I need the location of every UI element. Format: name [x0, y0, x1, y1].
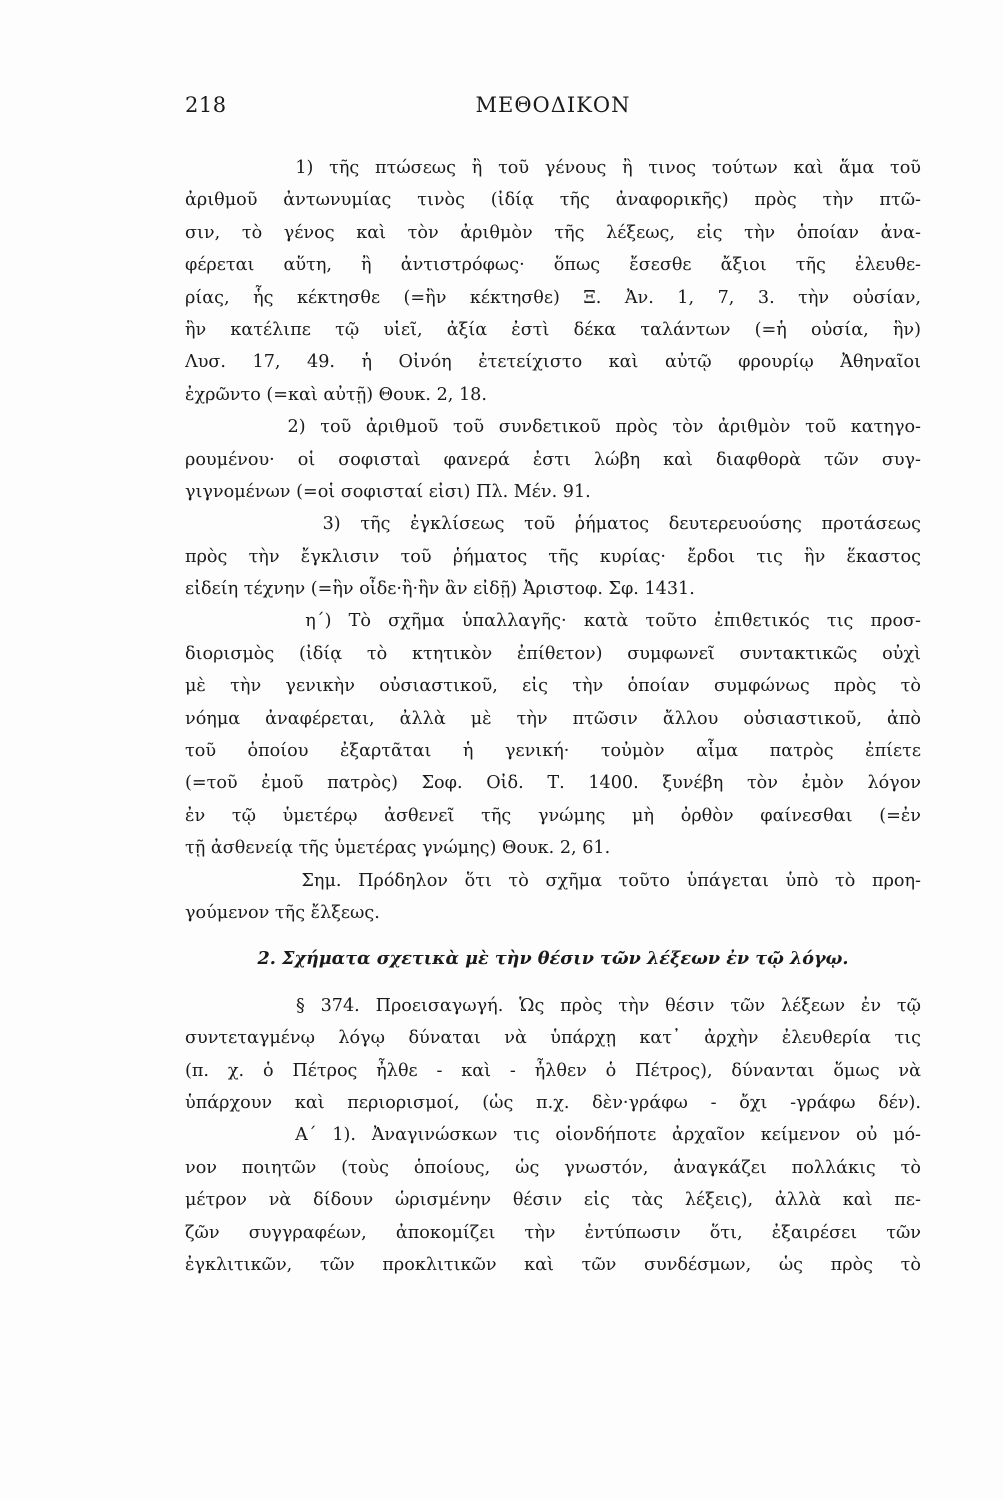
page-number: 218: [185, 93, 227, 117]
text-line: ὑπάρχουν καὶ περιορισμοί, (ὡς π.χ. δὲν·γράφω - ὄχι -γράφω δέν).: [185, 1092, 921, 1113]
text-line: τοῦ ὁποίου ἐξαρτᾶται ἡ γενική· τοὐμὸν αἷμα πατρὸς ἐπίετε: [185, 741, 921, 762]
text-line: τῇ ἀσθενείᾳ τῆς ὑμετέρας γνώμης) Θουκ. 2, 61.: [185, 838, 611, 859]
text-line: § 374. Προεισαγωγή. Ὡς πρὸς τὴν θέσιν τῶν λέξεων ἐν τῷ: [185, 995, 921, 1016]
text-line: νον ποιητῶν (τοὺς ὁποίους, ὡς γνωστόν, ἀναγκάζει πολλάκις τὸ: [185, 1157, 921, 1178]
text-line: 2) τοῦ ἀριθμοῦ τοῦ συνδετικοῦ πρὸς τὸν ἀριθμὸν τοῦ κατηγο-: [185, 417, 921, 438]
text-line: σιν, τὸ γένος καὶ τὸν ἀριθμὸν τῆς λέξεως, εἰς τὴν ὁποίαν ἀνα-: [185, 222, 921, 243]
text-line: (=τοῦ ἐμοῦ πατρὸς) Σοφ. Οἰδ. Τ. 1400. ξυνέβη τὸν ἐμὸν λόγον: [185, 773, 921, 794]
text-line: ἀριθμοῦ ἀντωνυμίας τινὸς (ἰδίᾳ τῆς ἀναφορικῆς) πρὸς τὴν πτῶ-: [185, 190, 921, 211]
text-line: μὲ τὴν γενικὴν οὐσιαστικοῦ, εἰς τὴν ὁποίαν συμφώνως πρὸς τὸ: [185, 676, 921, 697]
page-header: [185, 93, 921, 127]
text-line: διορισμὸς (ἰδίᾳ τὸ κτητικὸν ἐπίθετον) συμφωνεῖ συντακτικῶς οὐχὶ: [185, 643, 921, 664]
text-line: ἐν τῷ ὑμετέρῳ ἀσθενεῖ τῆς γνώμης μὴ ὀρθὸν φαίνεσθαι (=ἐν: [185, 805, 921, 826]
text-line: Σημ. Πρόδηλον ὅτι τὸ σχῆμα τοῦτο ὑπάγεται ὑπὸ τὸ προη-: [185, 870, 921, 891]
text-line: φέρεται αὕτη, ἢ ἀντιστρόφως· ὅπως ἔσεσθε ἄξιοι τῆς ἐλευθε-: [185, 255, 921, 276]
text-line: 3) τῆς ἐγκλίσεως τοῦ ῥήματος δευτερευούσης προτάσεως: [185, 514, 921, 535]
text-line: ζῶν συγγραφέων, ἀποκομίζει τὴν ἐντύπωσιν ὅτι, ἐξαιρέσει τῶν: [185, 1222, 921, 1243]
running-head: ΜΕΘΟΔΙΚΟΝ: [475, 93, 631, 117]
text-line: συντεταγμένῳ λόγῳ δύναται νὰ ὑπάρχῃ κατ᾽ ἀρχὴν ἐλευθερία τις: [185, 1028, 921, 1049]
text-line: (π. χ. ὁ Πέτρος ἦλθε - καὶ - ἦλθεν ὁ Πέτρος), δύνανται ὅμως νὰ: [185, 1060, 921, 1081]
text-line: πρὸς τὴν ἔγκλισιν τοῦ ῥήματος τῆς κυρίας· ἔρδοι τις ἣν ἕκαστος: [185, 546, 921, 567]
text-line: Λυσ. 17, 49. ἡ Οἰνόη ἐτετείχιστο καὶ αὐτῷ φρουρίῳ Ἀθηναῖοι: [185, 352, 921, 373]
text-line: Α΄ 1). Ἀναγινώσκων τις οἱονδήποτε ἀρχαῖον κείμενον οὐ μό-: [185, 1125, 921, 1146]
text-line: 1) τῆς πτώσεως ἢ τοῦ γένους ἢ τινος τούτων καὶ ἅμα τοῦ: [185, 158, 921, 178]
body-text: [185, 152, 921, 1281]
text-line: ἣν κατέλιπε τῷ υἱεῖ, ἀξία ἐστὶ δέκα ταλάντων (=ἡ οὐσία, ἣν): [185, 319, 921, 340]
text-line: η΄) Τὸ σχῆμα ὑπαλλαγῆς· κατὰ τοῦτο ἐπιθετικός τις προσ-: [185, 611, 921, 632]
text-line: γούμενον τῆς ἔλξεως.: [185, 902, 380, 923]
text-line: νόημα ἀναφέρεται, ἀλλὰ μὲ τὴν πτῶσιν ἄλλου οὐσιαστικοῦ, ἀπὸ: [185, 708, 921, 729]
text-line: ἐγκλιτικῶν, τῶν προκλιτικῶν καὶ τῶν συνδέσμων, ὡς πρὸς τὸ: [185, 1254, 921, 1275]
text-line: ἐχρῶντο (=καὶ αὐτῇ) Θουκ. 2, 18.: [185, 384, 487, 405]
text-line: ρουμένου· οἱ σοφισταὶ φανερά ἐστι λώβη καὶ διαφθορὰ τῶν συγ-: [185, 449, 921, 470]
text-line: ρίας, ἧς κέκτησθε (=ἣν κέκτησθε) Ξ. Ἀν. 1, 7, 3. τὴν οὐσίαν,: [185, 287, 921, 308]
text-line: εἰδείη τέχνην (=ἣν οἶδε·ἢ·ἣν ἂν εἰδῇ) Ἀριστοφ. Σφ. 1431.: [185, 579, 695, 600]
text-line: γιγνομένων (=οἱ σοφισταί εἰσι) Πλ. Μέν. 91.: [185, 481, 591, 502]
section-heading: 2. Σχήματα σχετικὰ μὲ τὴν θέσιν τῶν λέξεων ἐν τῷ λόγῳ.: [257, 948, 849, 970]
text-line: μέτρον νὰ δίδουν ὡρισμένην θέσιν εἰς τὰς λέξεις), ἀλλὰ καὶ πε-: [185, 1190, 921, 1211]
